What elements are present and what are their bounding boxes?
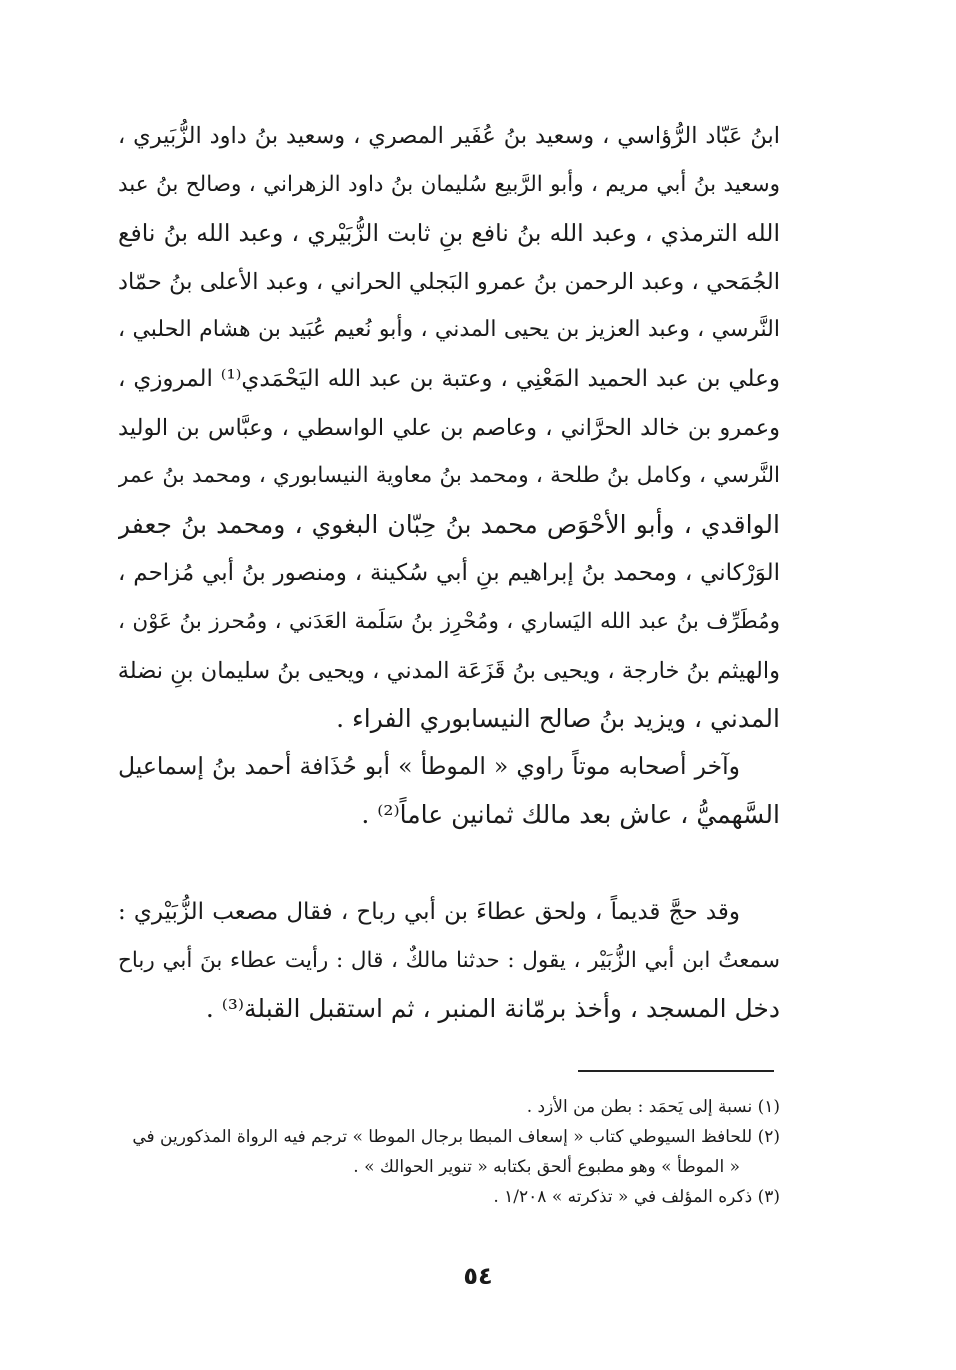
text-line: والهيثم بنُ خارجة ، ويحيى بنُ قَزَعَة المدني ، ويحيى بنُ سليمان بنِ نضلة bbox=[118, 657, 780, 684]
footnotes bbox=[100, 1092, 780, 1212]
text-line: ومُطَرِّف بنُ عبد الله اليَساري ، ومُحْرِز بنُ سَلَمة العَدَني ، ومُحرز بنُ عَوْن ، bbox=[118, 608, 780, 634]
text-line: الوَرْكاني ، ومحمد بنُ إبراهيم بنِ أبي سُكينة ، ومنصور بنُ أبي مُزاحم ، bbox=[118, 560, 780, 587]
page-number: ٥٤ bbox=[463, 1262, 493, 1290]
footnote-3: (٣) ذكره المؤلف في « تذكرته » ١/٢٠٨ . bbox=[493, 1187, 780, 1207]
text-line: ابنُ عَبّاد الرُّؤاسي ، وسعيد بنُ عُفَير المصري ، وسعيد بنُ داود الزُّبَيري ، bbox=[118, 123, 780, 149]
footnote-2-continued: « الموطأ » وهو مطبوع ألحق بكتابه « تنوير الحوالك » . bbox=[353, 1157, 740, 1177]
text-line: النَّرسي ، وكامل بنُ طلحة ، ومحمد بنُ معاوية النيسابوري ، ومحمد بنُ عمر bbox=[118, 463, 780, 489]
footnote-1: (١) نسبة إلى يَحمَد : بطن من الأزد . bbox=[526, 1097, 780, 1117]
text-line: الواقدي ، وأبو الأحْوَص محمد بنُ حِبّان البغوي ، ومحمد بنُ جعفر bbox=[118, 509, 780, 539]
text-line: الجُمَحي ، وعبد الرحمن بنُ عمرو البَجلي الحراني ، وعبد الأعلى بنُ حمّاد bbox=[118, 268, 780, 295]
text-line: وقد حجَّ قديماً ، ولحق عطاءَ بن أبي رباح ، فقال مصعب الزُّبَيْري : bbox=[118, 899, 740, 925]
text-line: السَّهميُّ ، عاش بعد مالك ثمانين عاماً⁽²⁾ . bbox=[361, 799, 780, 829]
text-line: وعمرو بن خالد الحرَّاني ، وعاصم بن علي الواسطي ، وعبَّاس بن الوليد bbox=[118, 414, 780, 441]
text-line: وعلي بن عبد الحميد المَعْنِي ، وعتبة بن عبد الله اليَحْمَدي⁽¹⁾ المروزي ، bbox=[118, 365, 780, 392]
body-paragraph-1 bbox=[118, 112, 780, 744]
footnote-2: (٢) للحافظ السيوطي كتاب « إسعاف المبطا برجال الموطا » ترجم فيه الرواة المذكورين في bbox=[132, 1127, 780, 1147]
body-paragraph-3 bbox=[118, 888, 780, 1034]
footnote-separator bbox=[578, 1070, 774, 1072]
text-line: سمعتُ ابن أبي الزُّبَيْر ، يقول : حدثنا مالكٌ ، قال : رأيت عطاء بنَ أبي رباح bbox=[118, 947, 780, 973]
text-line: دخل المسجد ، وأخذ برمّانة المنبر ، ثم استقبل القبلة⁽³⁾ . bbox=[205, 994, 780, 1024]
text-line: وسعيد بنُ أبي مريم ، وأبو الرَّبيع سُليمان بنُ داود الزهراني ، وصالح بنُ عبد bbox=[118, 171, 780, 197]
text-line: وآخر أصحابه موتاً راوي « الموطأ » أبو حُذَافة أحمد بنُ إسماعيل bbox=[118, 752, 740, 780]
text-line: النَّرسي ، وعبد العزيز بن يحيى المدني ، وأبو نُعيم عُبَيد بن هشام الحلبي ، bbox=[118, 317, 780, 343]
body-paragraph-2 bbox=[118, 742, 780, 839]
text-line: الله الترمذي ، وعبد الله بنُ نافع بنِ ثابت الزُّبَيْري ، وعبد الله بنُ نافع bbox=[118, 219, 780, 248]
text-line: المدني ، ويزيد بنُ صالح النيسابوري الفراء . bbox=[336, 704, 780, 734]
